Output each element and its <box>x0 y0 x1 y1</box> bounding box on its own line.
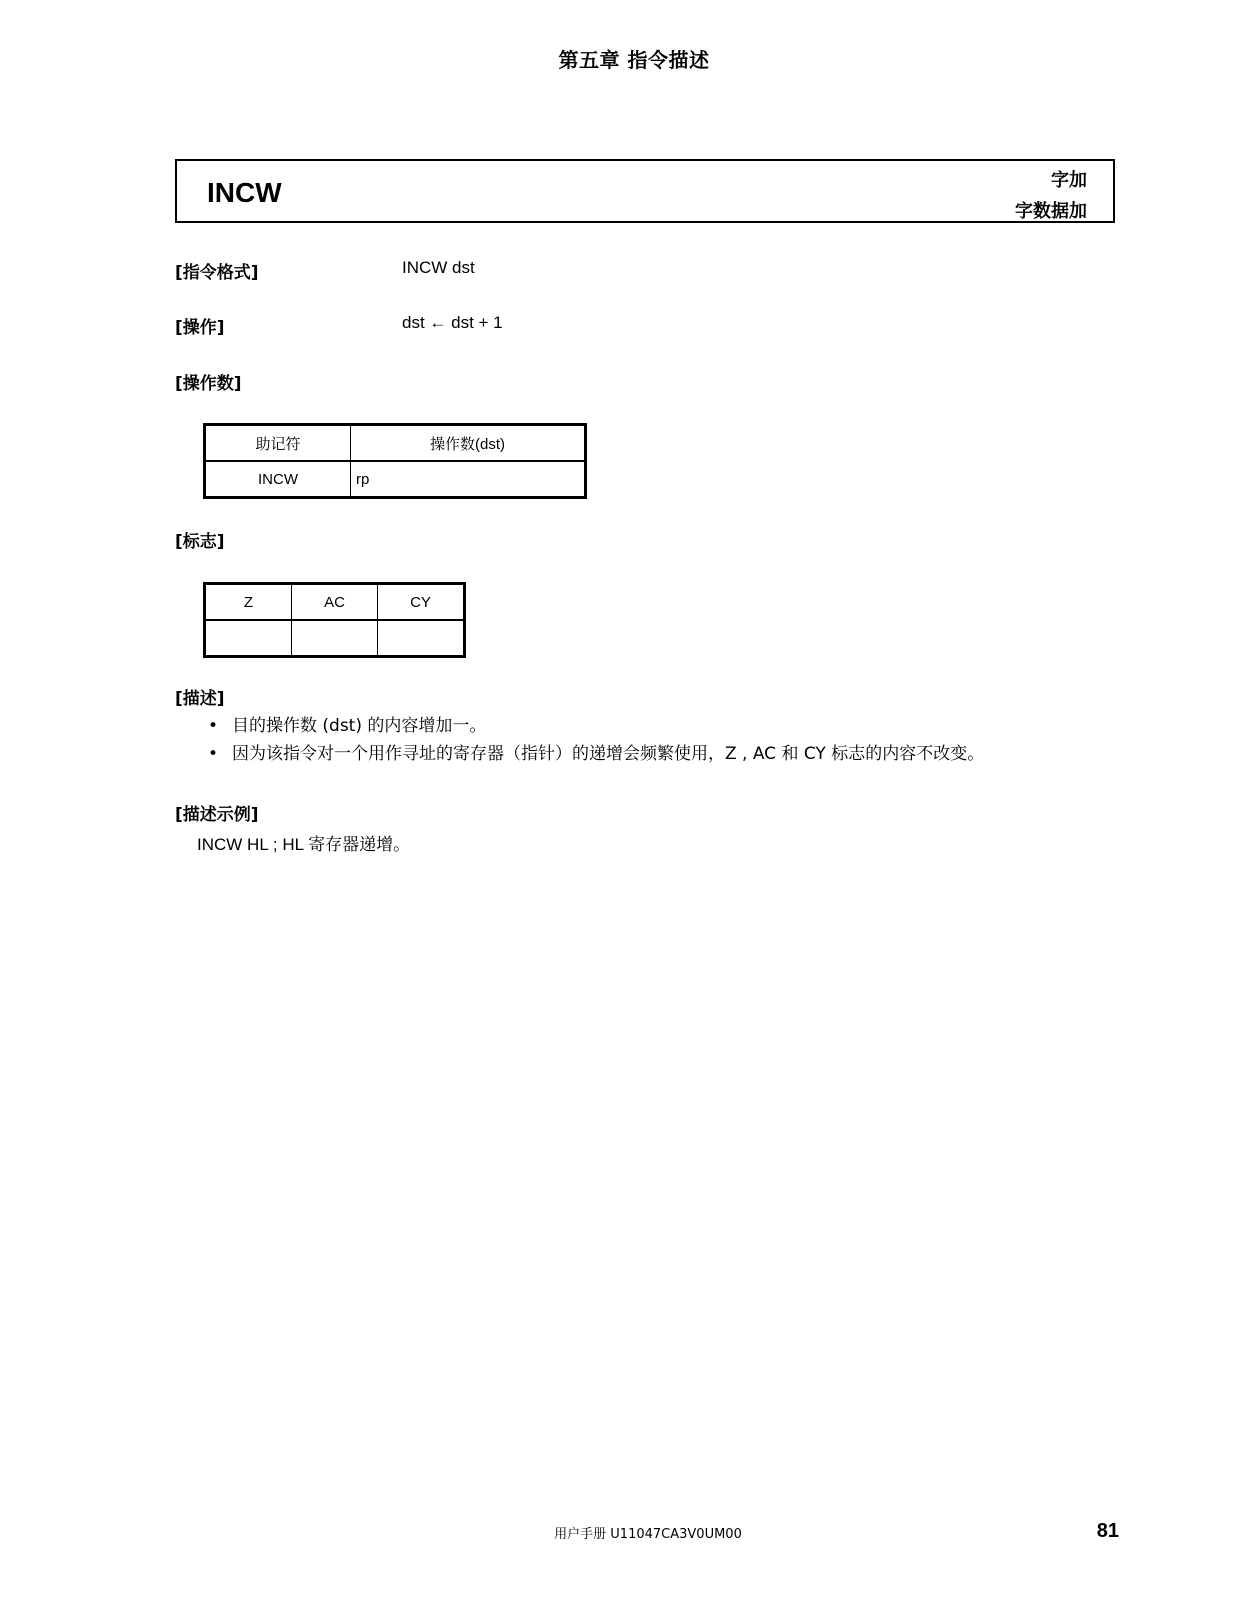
list-item <box>208 740 984 768</box>
bullet-icon: • <box>208 744 219 764</box>
table-header-row <box>205 584 465 621</box>
table-cell: INCW <box>205 461 351 498</box>
table-header-cell: 助记符 <box>205 425 351 462</box>
table-row <box>205 461 586 498</box>
flag-value-cy <box>378 620 465 657</box>
bullet-icon: • <box>208 716 219 736</box>
flag-table <box>203 582 466 658</box>
list-item <box>208 712 984 740</box>
description-list <box>208 712 984 768</box>
instruction-mnemonic: INCW <box>207 177 282 208</box>
flag-header-cy: CY <box>378 584 465 621</box>
footer-manual: 用户手册 U11047CA3V0UM00 <box>554 1527 742 1542</box>
list-item-text: 目的操作数 (dst) 的内容增加一。 <box>232 716 487 736</box>
table-row <box>205 620 465 657</box>
description-label: [描述] <box>175 689 225 709</box>
example-text: INCW HL ; HL 寄存器递增。 <box>197 835 411 854</box>
flag-value-z <box>205 620 292 657</box>
flag-header-ac: AC <box>292 584 378 621</box>
instruction-format-label: [指令格式] <box>175 263 259 283</box>
instruction-title-box <box>175 159 1115 223</box>
example-label: [描述示例] <box>175 805 259 825</box>
list-item-text: 因为该指令对一个用作寻址的寄存器（指针）的递增会频繁使用，Z , AC 和 CY 标志的内容不改变。 <box>232 744 985 764</box>
table-header-cell: 操作数(dst) <box>351 425 586 462</box>
chapter-title: 第五章 指令描述 <box>558 48 710 72</box>
page-number: 81 <box>1096 1520 1119 1542</box>
instruction-format-value: INCW dst <box>402 258 475 277</box>
table-header-row <box>205 425 586 462</box>
operand-table <box>203 423 587 499</box>
instruction-subtitle-1: 字加 <box>1051 170 1087 191</box>
operation-label: [操作] <box>175 318 225 338</box>
flag-header-z: Z <box>205 584 292 621</box>
operands-label: [操作数] <box>175 374 242 394</box>
table-cell: rp <box>351 461 586 498</box>
operation-value: dst ← dst + 1 <box>402 313 503 332</box>
flags-label: [标志] <box>175 532 225 552</box>
instruction-subtitle-2: 字数据加 <box>1015 201 1087 222</box>
flag-value-ac <box>292 620 378 657</box>
